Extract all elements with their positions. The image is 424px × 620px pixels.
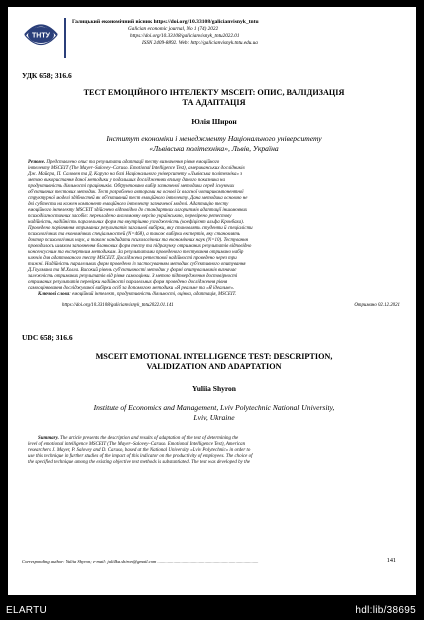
university-logo [22, 18, 60, 52]
received-date: Отримано 02.12.2021 [354, 303, 400, 308]
journal-doi-line: https://doi.org/10.33108/galicianvisnyk_tntu2022.01 [130, 32, 240, 39]
title-en-line2: VALIDIZATION AND ADAPTATION [146, 362, 282, 371]
page-number: 141 [386, 557, 396, 564]
abstract-ua-line: продуктивність діяльності працівників. Обґрунтовано вибір зазначеної методики серед існуючих [28, 184, 235, 190]
abstract-ua-line: психологічних та економічних спеціальностей (N=468), а також вибірки експертів, яку становлять [28, 232, 241, 238]
affiliation-en-line1: Institute of Economics and Management, Lviv Polytechnic National University, [93, 403, 335, 412]
abstract-ua-line: метою використання даної методики у подальших дослідженнях впливу даного показника на [28, 178, 225, 184]
doi-row [22, 303, 406, 311]
title-en-line1: MSCEIT EMOTIONAL INTELLIGENCE TEST: DESCRIPTION, [95, 352, 333, 361]
summary-en-line: researchers J. Mayer, P. Salovey and D. Caruso, based at the National University «Lviv Polytechnic» in order to [28, 448, 251, 454]
abstract-label: Резюме. [28, 160, 46, 165]
journal-page [8, 7, 416, 595]
title-en [22, 352, 406, 372]
summary-en-line: level of emotional intelligence MSCEIT (The Mayer–Salovey–Caruso. Emotional Intelligence Test), American [28, 442, 246, 448]
abstract-ua-line: психодіагностичних засобів: перекладено англомовну версію українською, перевірено ретестову [28, 214, 232, 220]
author-en: Yuliia Shyron [192, 384, 236, 393]
summary-label: Summary. [38, 436, 59, 441]
abstract-ua-line: залежність отриманих результатів від рівня самооцінки. З метою підтвердження достовірності [28, 274, 238, 280]
abstract-ua-line: доктор психологічних наук, а також кандидати психологічних та економічних наук (N=10). Тестування [28, 238, 248, 244]
udc-ua: УДК 658; 316.6 [22, 71, 72, 80]
affiliation-ua [36, 134, 392, 153]
abstract-ua-line: отриманих результатів перевірки надійності паралельних форм проведено дослідження рівня [28, 280, 228, 286]
article-doi-link[interactable]: https://doi.org/10.33108/galicianvisnyk_tntu2022.01.141 [62, 303, 174, 308]
affiliation-en-line2: Lviv, Ukraine [193, 412, 235, 422]
keywords-text: : емоційний інтелект, продуктивність діяльності, оцінка, адаптація, MSCEIT. [69, 292, 237, 298]
abstract-ua-line: ключів для адаптованого тесту MSCEIT. Досліджена ретестової надійності проведено через три [28, 256, 237, 262]
abstract-ua [28, 160, 400, 298]
keywords-ua [28, 292, 400, 298]
summary-en-line-text: The article presents the description and results of adaptation of the test of determining the [60, 436, 239, 441]
keywords-label: Ключові слова [38, 292, 70, 298]
affiliation-ua-line2: «Львівська політехніка», Львів, Україна [149, 143, 279, 153]
abstract-ua-line: Дж. Майєра, П. Саловея та Д. Карузо на базі Національного університету «Львівська політехніка» з [28, 172, 243, 178]
abstract-ua-line-text: Представлено опис та результати адаптації тесту визначення рівня емоційного [46, 160, 220, 165]
journal-issn-line: ISSN 2409-8892. Web: http://galicianvisnyk.tntu.edu.ua [142, 39, 258, 46]
summary-en-line: the specified technique among the existing objective test methods is substantiated. The test was developed by the [28, 460, 250, 466]
abstract-ua-line: Д.Гоулмана та М.Холла. Високий рівень суб'єктивності методик у формі опитувальників визначає [28, 268, 237, 274]
abstract-ua-line: інтелекту MSCEIT (The Mayer–Salovey–Caruso. Emotional Intelligence Test), американських дослідників [28, 166, 245, 172]
summary-en [28, 436, 400, 466]
abstract-ua-line: проводилось шляхом заповнення бланкових форм тесту та підрахунку отриманих результатів відповідно [28, 244, 252, 250]
journal-header [22, 18, 406, 58]
corresponding-author: Corresponding author: Yuliia Shyron; e-mail: juli4ka.shiron@gmail.com ........................................................................................ [22, 559, 259, 564]
abstract-ua-line: дві субтести на кожен компонент емоційного інтелекту зазначеної моделі. Адаптацію тесту [28, 202, 229, 208]
author-ua: Юлія Широн [191, 117, 237, 126]
udc-en: UDC 658; 316.6 [22, 333, 73, 342]
svg-text:ТНТУ: ТНТУ [32, 32, 50, 40]
abstract-ua-line: об'єктивних тестових методик. Тест розроблено авторами на основі їх власної чотирикомпонентної [28, 190, 244, 196]
abstract-ua-line: надійність, надійність паралельних форм та внутрішню узгодженість (коефіцієнт альфа Кронбаха). [28, 220, 245, 226]
watermark-left: ELARTU [6, 605, 48, 616]
journal-issue-line: Galician economic journal, No 1 (74) 2022 [128, 26, 219, 32]
journal-title-line: Галицький економічний вісник https://doi.org/10.33108/galicianvisnyk_tntu [72, 19, 259, 25]
journal-info [64, 18, 406, 58]
page-footer [22, 559, 406, 564]
title-ua [22, 88, 406, 108]
abstract-ua-line: структурної моделі здібностей як об'єктивний тест емоційного інтелекту. Дана методика основою не [28, 196, 248, 202]
affiliation-en [36, 403, 392, 422]
title-ua-line1: ТЕСТ ЕМОЦІЙНОГО ІНТЕЛЕКТУ MSCEIT: ОПИС, ВАЛІДИЗАЦІЯ [83, 88, 345, 97]
affiliation-ua-line1: Інститут економіки і менеджменту Національного університету [106, 134, 322, 143]
abstract-ua-line: самооцінювання досліджуваної вибірки осіб за допомогою методики «Я реальне та «Я ідеальне». [28, 286, 235, 292]
abstract-ua-line: Проведено порівняння отриманих результатів загальної вибірки, яку становлять студенти й спеціалісти [28, 226, 253, 232]
abstract-ua-line: тижні. Надійність паралельних форм проведено із застосуванням методик суб'єктивного опитування [28, 262, 246, 268]
watermark-right: hdl:lib/38695 [355, 605, 416, 616]
title-ua-line2: ТА АДАПТАЦІЯ [182, 98, 246, 107]
summary-en-line: use this technique in further studies of the impact of this indicator on the productivity of employees. The choice of [28, 454, 253, 460]
abstract-ua-line: консенсусним та експертним методикам. За результатами проведеного тестування отримано набір [28, 250, 244, 256]
abstract-ua-line: емоційного інтелекту MSCEIT здійснено відповідно до стандартних алгоритмів адаптації іншомовних [28, 208, 248, 214]
